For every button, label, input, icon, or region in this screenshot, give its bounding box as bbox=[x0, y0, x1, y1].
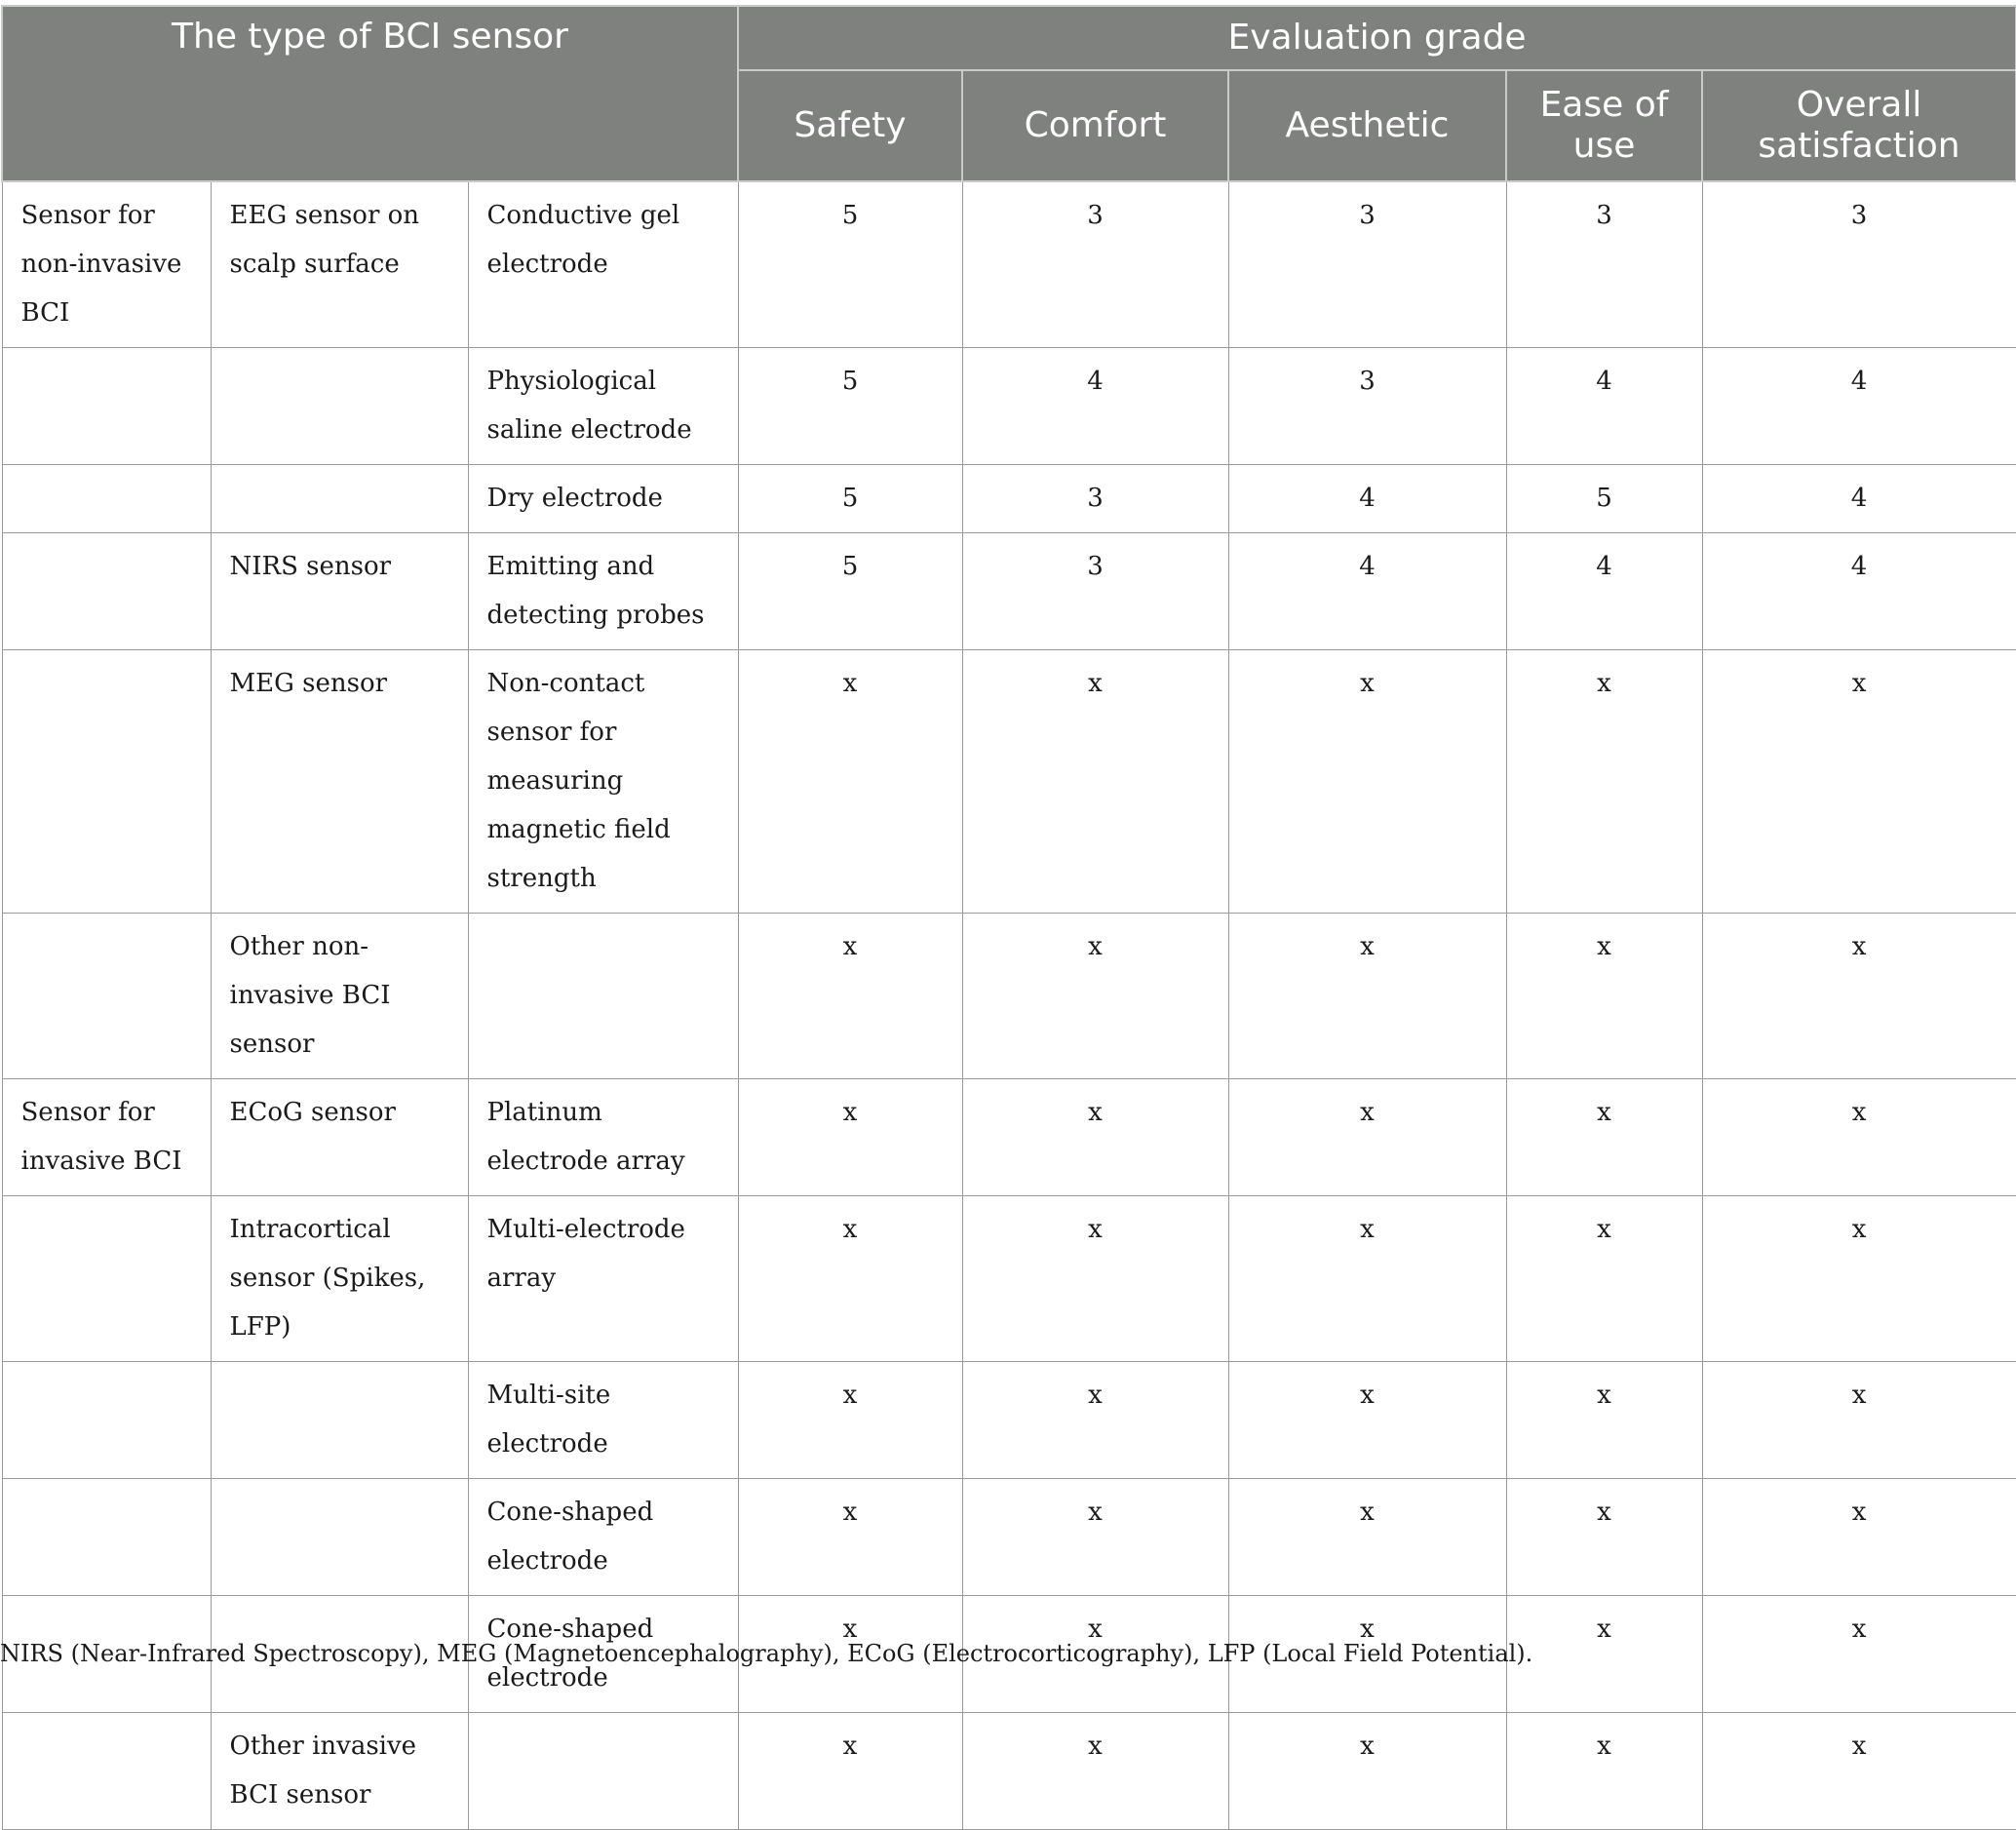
grade-cell: x bbox=[1506, 1196, 1702, 1362]
grade-cell: 4 bbox=[1228, 465, 1506, 533]
table-footnote: NIRS (Near-Infrared Spectroscopy), MEG (Magnetoencephalography), ECoG (Electrocorticography), LFP (Local Field Potential). bbox=[0, 1640, 1533, 1667]
bci-sensor-evaluation-table bbox=[1, 5, 2016, 1830]
grade-cell: x bbox=[1228, 1479, 1506, 1596]
grade-cell: 4 bbox=[1228, 533, 1506, 650]
table-row bbox=[2, 1196, 2016, 1362]
table-row bbox=[2, 1713, 2016, 1830]
category-cell bbox=[2, 465, 211, 533]
grade-cell: x bbox=[1702, 914, 2016, 1079]
grade-cell: x bbox=[1702, 1596, 2016, 1713]
grade-cell: 3 bbox=[962, 533, 1228, 650]
electrode-cell: Physiological saline electrode bbox=[468, 348, 738, 465]
evaluation-grade-header: Evaluation grade bbox=[738, 6, 2016, 70]
table-row bbox=[2, 1079, 2016, 1196]
category-cell: Sensor for invasive BCI bbox=[2, 1079, 211, 1196]
grade-cell: 5 bbox=[1506, 465, 1702, 533]
grade-cell: 3 bbox=[962, 465, 1228, 533]
grade-cell: x bbox=[1228, 1713, 1506, 1830]
grade-cell: x bbox=[1506, 1596, 1702, 1713]
sensor-cell bbox=[211, 348, 468, 465]
category-cell bbox=[2, 914, 211, 1079]
table-row bbox=[2, 348, 2016, 465]
grade-cell: x bbox=[1702, 1196, 2016, 1362]
electrode-cell: Dry electrode bbox=[468, 465, 738, 533]
sensor-cell bbox=[211, 1362, 468, 1479]
table-row bbox=[2, 465, 2016, 533]
electrode-cell: Non-contact sensor for measuring magnetic field strength bbox=[468, 650, 738, 914]
grade-cell: x bbox=[962, 914, 1228, 1079]
grade-cell: x bbox=[1228, 914, 1506, 1079]
grade-cell: x bbox=[1702, 1713, 2016, 1830]
criterion-header-comfort: Comfort bbox=[962, 70, 1228, 181]
grade-cell: x bbox=[1702, 1079, 2016, 1196]
criterion-header-safety: Safety bbox=[738, 70, 962, 181]
grade-cell: x bbox=[1506, 1362, 1702, 1479]
electrode-cell bbox=[468, 1713, 738, 1830]
grade-cell: x bbox=[1702, 1479, 2016, 1596]
criterion-header-ease-of-use: Ease of use bbox=[1506, 70, 1702, 181]
category-cell bbox=[2, 1196, 211, 1362]
table-body bbox=[2, 181, 2016, 1830]
grade-cell: x bbox=[738, 1479, 962, 1596]
criterion-header-aesthetic: Aesthetic bbox=[1228, 70, 1506, 181]
grade-cell: x bbox=[962, 1596, 1228, 1713]
grade-cell: 4 bbox=[1506, 533, 1702, 650]
grade-cell: x bbox=[738, 1713, 962, 1830]
sensor-type-header: The type of BCI sensor bbox=[2, 6, 738, 181]
grade-cell: x bbox=[738, 914, 962, 1079]
grade-cell: 5 bbox=[738, 533, 962, 650]
category-cell bbox=[2, 348, 211, 465]
sensor-cell bbox=[211, 465, 468, 533]
grade-cell: 3 bbox=[1228, 348, 1506, 465]
electrode-cell bbox=[468, 914, 738, 1079]
category-cell bbox=[2, 533, 211, 650]
table-row bbox=[2, 533, 2016, 650]
grade-cell: 4 bbox=[1506, 348, 1702, 465]
sensor-cell: EEG sensor on scalp surface bbox=[211, 181, 468, 348]
grade-cell: x bbox=[1228, 1079, 1506, 1196]
category-cell: Sensor for non-invasive BCI bbox=[2, 181, 211, 348]
grade-cell: x bbox=[738, 1362, 962, 1479]
grade-cell: x bbox=[1506, 1079, 1702, 1196]
grade-cell: x bbox=[1228, 650, 1506, 914]
electrode-cell: Multi-site electrode bbox=[468, 1362, 738, 1479]
grade-cell: 4 bbox=[1702, 348, 2016, 465]
grade-cell: x bbox=[1506, 1479, 1702, 1596]
grade-cell: 3 bbox=[962, 181, 1228, 348]
electrode-cell: Conductive gel electrode bbox=[468, 181, 738, 348]
electrode-cell: Emitting and detecting probes bbox=[468, 533, 738, 650]
sensor-cell: Intracortical sensor (Spikes, LFP) bbox=[211, 1196, 468, 1362]
grade-cell: x bbox=[1506, 914, 1702, 1079]
category-cell bbox=[2, 1713, 211, 1830]
grade-cell: x bbox=[962, 1713, 1228, 1830]
grade-cell: x bbox=[962, 1196, 1228, 1362]
grade-cell: x bbox=[738, 1196, 962, 1362]
sensor-cell: Other non-invasive BCI sensor bbox=[211, 914, 468, 1079]
grade-cell: 5 bbox=[738, 181, 962, 348]
grade-cell: x bbox=[1702, 650, 2016, 914]
header-row-main bbox=[2, 6, 2016, 70]
criterion-header-overall-satisfaction: Overall satisfaction bbox=[1702, 70, 2016, 181]
grade-cell: x bbox=[1506, 650, 1702, 914]
sensor-cell: NIRS sensor bbox=[211, 533, 468, 650]
table-row bbox=[2, 181, 2016, 348]
category-cell bbox=[2, 650, 211, 914]
table-row bbox=[2, 1479, 2016, 1596]
table-row bbox=[2, 1362, 2016, 1479]
grade-cell: x bbox=[738, 1596, 962, 1713]
grade-cell: 5 bbox=[738, 465, 962, 533]
sensor-cell: MEG sensor bbox=[211, 650, 468, 914]
electrode-cell: Cone-shaped electrode bbox=[468, 1479, 738, 1596]
electrode-cell: Platinum electrode array bbox=[468, 1079, 738, 1196]
grade-cell: x bbox=[1228, 1596, 1506, 1713]
grade-cell: x bbox=[1228, 1196, 1506, 1362]
grade-cell: x bbox=[1506, 1713, 1702, 1830]
category-cell bbox=[2, 1362, 211, 1479]
sensor-cell bbox=[211, 1479, 468, 1596]
grade-cell: x bbox=[1228, 1362, 1506, 1479]
grade-cell: 5 bbox=[738, 348, 962, 465]
grade-cell: x bbox=[738, 1079, 962, 1196]
grade-cell: 4 bbox=[1702, 533, 2016, 650]
grade-cell: 4 bbox=[962, 348, 1228, 465]
category-cell bbox=[2, 1479, 211, 1596]
sensor-cell: ECoG sensor bbox=[211, 1079, 468, 1196]
grade-cell: x bbox=[738, 650, 962, 914]
grade-cell: x bbox=[1702, 1362, 2016, 1479]
grade-cell: 3 bbox=[1228, 181, 1506, 348]
sensor-cell: Other invasive BCI sensor bbox=[211, 1713, 468, 1830]
grade-cell: x bbox=[962, 1362, 1228, 1479]
grade-cell: 3 bbox=[1506, 181, 1702, 348]
electrode-cell: Cone-shaped electrode bbox=[468, 1596, 738, 1713]
grade-cell: 3 bbox=[1702, 181, 2016, 348]
table-row bbox=[2, 914, 2016, 1079]
grade-cell: x bbox=[962, 1479, 1228, 1596]
electrode-cell: Multi-electrode array bbox=[468, 1196, 738, 1362]
table-row bbox=[2, 650, 2016, 914]
grade-cell: x bbox=[962, 1079, 1228, 1196]
grade-cell: 4 bbox=[1702, 465, 2016, 533]
grade-cell: x bbox=[962, 650, 1228, 914]
